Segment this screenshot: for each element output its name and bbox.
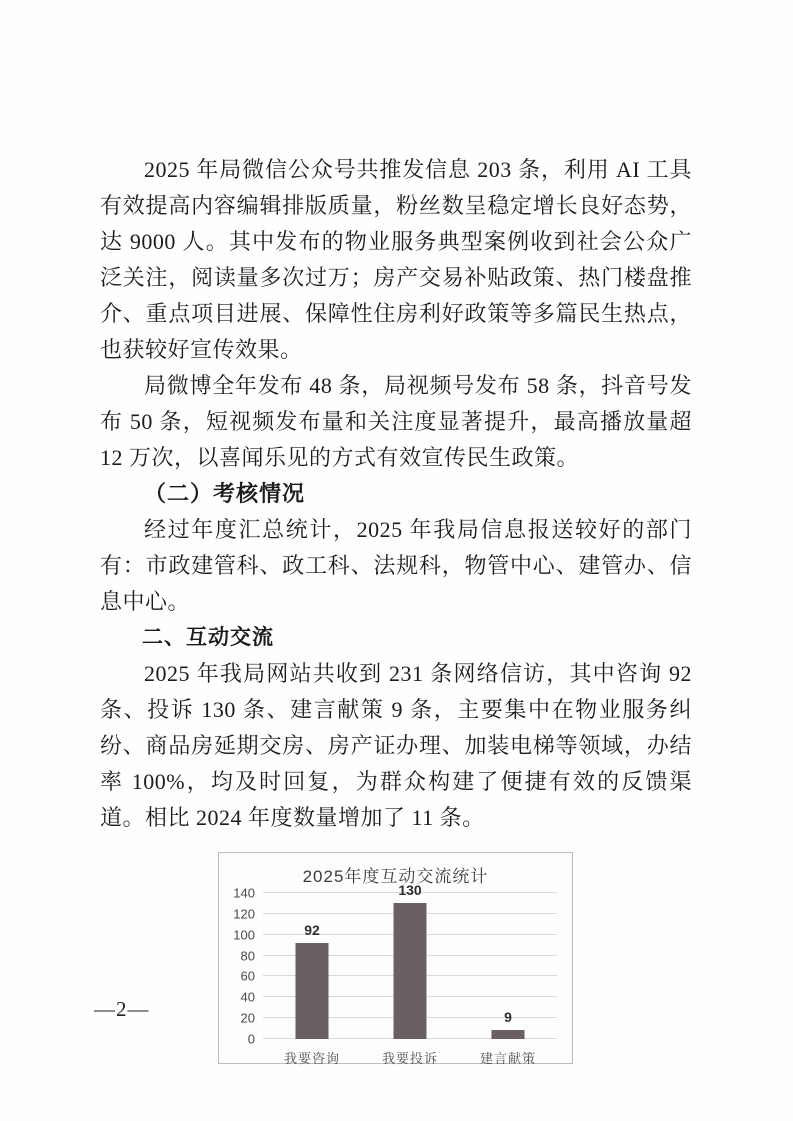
paragraph-website-petitions: 2025 年我局网站共收到 231 条网络信访，其中咨询 92 条、投诉 130 条、建言献策 9 条，主要集中在物业服务纠纷、商品房延期交房、房产证办理、加装电梯等领域，办结率 100%，均及时回复，为群众构建了便捷有效的反馈渠道。相比 2024 年度数量增加了 11 条。 bbox=[100, 661, 692, 830]
paragraph-wechat-summary: 2025 年局微信公众号共推发信息 203 条，利用 AI 工具有效提高内容编辑排版质量，粉丝数呈稳定增长良好态势，达 9000 人。其中发布的物业服务典型案例收到社会公众广泛关注，阅读量多次过万；房产交易补贴政策、热门楼盘推介、重点项目进展、保障性住房利好政策等多篇民生热点，也获较好宣传效果。 bbox=[100, 157, 692, 362]
bar-我要投诉 bbox=[394, 903, 427, 1039]
bar-value-label: 92 bbox=[304, 922, 320, 939]
paragraph-assessment-departments: 经过年度汇总统计，2025 年我局信息报送较好的部门有：市政建管科、政工科、法规科，物管中心、建管办、信息中心。 bbox=[100, 517, 692, 614]
interaction-stats-bar-chart bbox=[218, 852, 573, 1064]
document-body bbox=[100, 152, 692, 1064]
y-axis-tick-label: 120 bbox=[233, 906, 255, 922]
bar-value-label: 9 bbox=[504, 1008, 512, 1025]
y-axis-tick-label: 0 bbox=[247, 1031, 255, 1047]
x-category-label: 我要投诉 bbox=[381, 1051, 438, 1066]
bar-我要咨询 bbox=[296, 943, 329, 1039]
y-axis-tick-label: 20 bbox=[240, 1010, 255, 1026]
x-category-label: 建言献策 bbox=[479, 1051, 536, 1066]
x-category-label: 我要咨询 bbox=[283, 1051, 340, 1066]
bar-value-label: 130 bbox=[398, 882, 422, 899]
chart-title: 2025年度互动交流统计 bbox=[302, 867, 489, 886]
bar-建言献策 bbox=[492, 1030, 525, 1039]
heading-assessment-section: （二）考核情况 bbox=[144, 481, 306, 506]
y-axis-tick-label: 140 bbox=[233, 885, 255, 901]
paragraph-weibo-video-summary: 局微博全年发布 48 条，局视频号发布 58 条，抖音号发布 50 条，短视频发布量和关注度显著提升，最高播放量超 12 万次，以喜闻乐见的方式有效宣传民生政策。 bbox=[100, 373, 692, 470]
y-axis-tick-label: 100 bbox=[233, 927, 255, 943]
y-axis-tick-label: 80 bbox=[240, 948, 255, 964]
y-axis-tick-label: 60 bbox=[240, 968, 255, 984]
chart-plot bbox=[233, 882, 557, 1066]
heading-interaction-section: 二、互动交流 bbox=[142, 626, 274, 649]
page-number: —2— bbox=[94, 997, 150, 1021]
y-axis-tick-label: 40 bbox=[240, 989, 255, 1005]
